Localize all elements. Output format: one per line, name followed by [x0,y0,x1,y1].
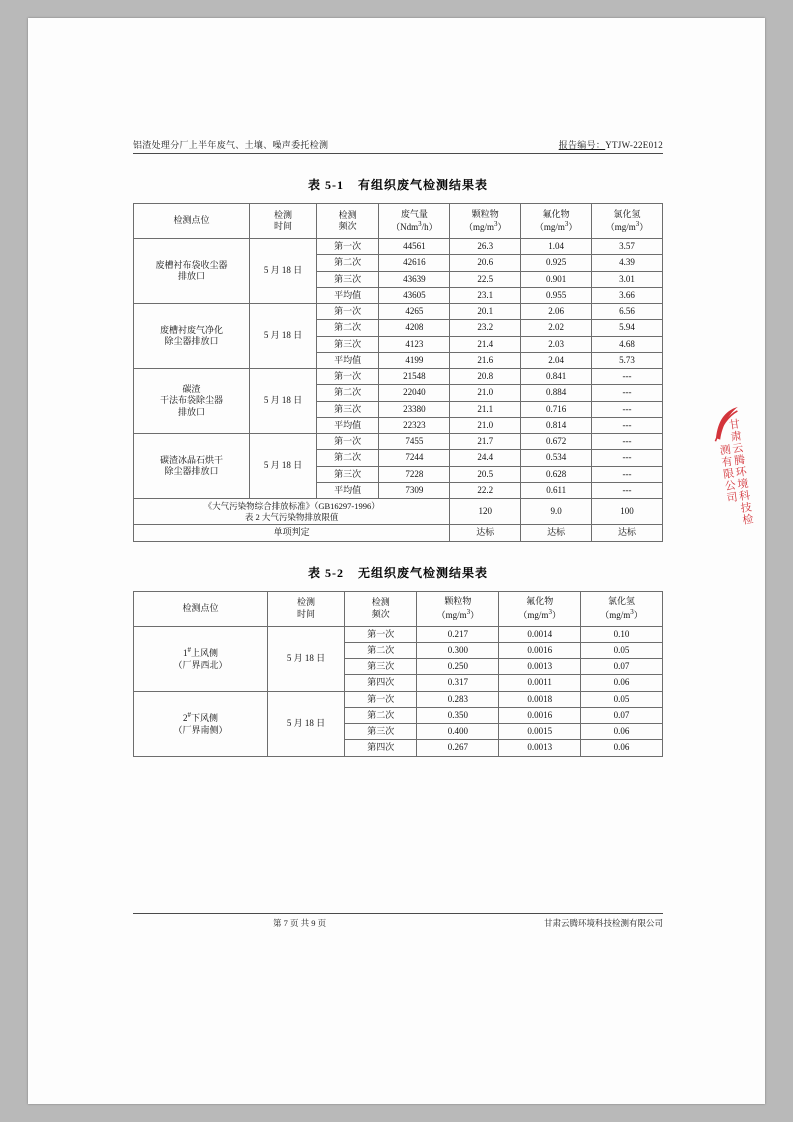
document-page [28,18,765,1104]
th2-particulate: 颗粒物 $(mg/m^3)$ [417,591,499,626]
f-cell: 0.672 [521,434,592,450]
pm-cell: 26.3 [450,239,521,255]
f-cell: 0.884 [521,385,592,401]
freq-cell: 第二次 [316,450,379,466]
point-cell-upwind: 1#上风侧 （厂界西北） [134,626,268,691]
pm-cell: 22.2 [450,482,521,498]
report-content [133,138,663,757]
company-name: 甘肃云腾环境科技检测有限公司 [543,918,663,928]
table-row [134,369,663,385]
pm-cell: 20.5 [450,466,521,482]
hcl-cell: 0.10 [581,626,663,642]
standard-limit-row [134,499,663,525]
gas-cell: 4208 [379,320,450,336]
table-row [134,691,663,707]
judgement-f: 达标 [521,525,592,541]
freq-cell: 第二次 [345,707,417,723]
hcl-cell: 4.68 [592,336,663,352]
table1-header-row [134,204,663,239]
hcl-cell: 0.05 [581,691,663,707]
standard-f: 9.0 [521,499,592,525]
gas-cell: 7455 [379,434,450,450]
f-cell: 0.0014 [499,626,581,642]
f-cell: 0.611 [521,482,592,498]
f-cell: 0.628 [521,466,592,482]
gas-cell: 7309 [379,482,450,498]
report-number-label: 报告编号： [558,140,606,150]
hcl-cell: --- [592,417,663,433]
hcl-cell: 0.07 [581,707,663,723]
freq-cell: 第三次 [316,336,379,352]
standard-pm: 120 [450,499,521,525]
document-footer [133,913,663,929]
hcl-cell: 0.06 [581,675,663,691]
standard-label: 《大气污染物综合排放标准》（GB16297-1996） 表 2 大气污染物排放限值 [134,499,450,525]
time-cell-2: 5 月 18 日 [250,304,317,369]
pm-cell: 23.2 [450,320,521,336]
gas-cell: 7228 [379,466,450,482]
freq-cell: 第二次 [345,642,417,658]
table1-caption-title: 有组织废气检测结果表 [357,178,488,192]
pm-cell: 22.5 [450,271,521,287]
th-time: 检测 时间 [250,204,317,239]
hcl-cell: --- [592,434,663,450]
hcl-cell: --- [592,482,663,498]
th2-fluoride: 氟化物 $(mg/m^3)$ [499,591,581,626]
gas-cell: 44561 [379,239,450,255]
pm-cell: 0.217 [417,626,499,642]
pm-cell: 0.350 [417,707,499,723]
freq-cell: 第三次 [316,401,379,417]
f-cell: 0.0013 [499,740,581,756]
pm-cell: 0.300 [417,642,499,658]
th-frequency: 检测 频次 [316,204,379,239]
gas-cell: 43639 [379,271,450,287]
pm-cell: 21.1 [450,401,521,417]
freq-cell: 第四次 [345,675,417,691]
f-cell: 0.716 [521,401,592,417]
f-cell: 2.06 [521,304,592,320]
hcl-cell: 3.66 [592,287,663,303]
pm-cell: 23.1 [450,287,521,303]
hcl-cell: --- [592,369,663,385]
th2-point: 检测点位 [134,591,268,626]
f-cell: 0.0016 [499,707,581,723]
freq-cell: 平均值 [316,287,379,303]
hcl-cell: 6.56 [592,304,663,320]
freq-cell: 平均值 [316,352,379,368]
header-report-number [559,138,663,151]
freq-cell: 平均值 [316,482,379,498]
table-row [134,239,663,255]
th2-hydrogen-chloride: 氯化氢 $(mg/m^3)$ [581,591,663,626]
freq-cell: 第三次 [316,466,379,482]
f-cell: 0.0013 [499,659,581,675]
hcl-cell: 3.57 [592,239,663,255]
pm-cell: 0.317 [417,675,499,691]
table-row [134,304,663,320]
f-cell: 0.901 [521,271,592,287]
time-cell-3: 5 月 18 日 [250,369,317,434]
hcl-cell: --- [592,401,663,417]
table-row [134,626,663,642]
gas-cell: 22323 [379,417,450,433]
f-cell: 0.534 [521,450,592,466]
th-particulate: 颗粒物 $(mg/m^3)$ [450,204,521,239]
organized-exhaust-table [133,203,663,542]
freq-cell: 第一次 [345,691,417,707]
seal-swoosh-icon [710,405,744,443]
f-cell: 2.04 [521,352,592,368]
point-cell-1: 废槽衬布袋收尘器 排放口 [134,239,250,304]
report-number-value: YTJW-22E012 [605,140,663,150]
pm-cell: 20.6 [450,255,521,271]
f-cell: 1.04 [521,239,592,255]
judgement-row [134,525,663,541]
table2-caption-number: 表 5-2 [307,565,344,580]
gas-cell: 43605 [379,287,450,303]
th-gas-volume: 废气量 （Ndm$^3$/h） [379,204,450,239]
gas-cell: 4265 [379,304,450,320]
th-fluoride: 氟化物 $(mg/m^3)$ [521,204,592,239]
freq-cell: 第三次 [316,271,379,287]
th2-frequency: 检测 频次 [345,591,417,626]
table1-caption-number: 表 5-1 [307,178,344,192]
point-cell-3: 碳渣 干法布袋除尘器 排放口 [134,369,250,434]
table2-caption-title: 无组织废气检测结果表 [357,565,488,580]
freq-cell: 第二次 [316,255,379,271]
pm-cell: 21.0 [450,385,521,401]
table-row [134,434,663,450]
table1-caption [133,176,663,193]
gas-cell: 23380 [379,401,450,417]
th-point: 检测点位 [134,204,250,239]
time-cell-4: 5 月 18 日 [250,434,317,499]
pm-cell: 0.400 [417,724,499,740]
hcl-cell: --- [592,385,663,401]
f-cell: 2.02 [521,320,592,336]
pm-cell: 24.4 [450,450,521,466]
judgement-label: 单项判定 [134,525,450,541]
gas-cell: 21548 [379,369,450,385]
freq-cell: 第一次 [345,626,417,642]
standard-hcl: 100 [592,499,663,525]
unorganized-exhaust-table [133,591,663,757]
f-cell: 0.0016 [499,642,581,658]
gas-cell: 7244 [379,450,450,466]
pm-cell: 21.4 [450,336,521,352]
th2-time: 检测 时间 [268,591,345,626]
freq-cell: 第一次 [316,369,379,385]
freq-cell: 第一次 [316,304,379,320]
f-cell: 2.03 [521,336,592,352]
hcl-cell: --- [592,450,663,466]
pm-cell: 20.8 [450,369,521,385]
page-number: 第 7 页 共 9 页 [273,918,327,928]
point-cell-2: 废槽衬废气净化 除尘器排放口 [134,304,250,369]
th-hydrogen-chloride: 氯化氢 $(mg/m^3)$ [592,204,663,239]
time-cell-downwind: 5 月 18 日 [268,691,345,756]
freq-cell: 第二次 [316,320,379,336]
f-cell: 0.0018 [499,691,581,707]
judgement-pm: 达标 [450,525,521,541]
freq-cell: 第三次 [345,724,417,740]
f-cell: 0.814 [521,417,592,433]
hcl-cell: 0.06 [581,740,663,756]
time-cell-1: 5 月 18 日 [250,239,317,304]
f-cell: 0.925 [521,255,592,271]
pm-cell: 0.250 [417,659,499,675]
hcl-cell: 5.94 [592,320,663,336]
document-header [133,138,663,154]
table2-header-row [134,591,663,626]
freq-cell: 第二次 [316,385,379,401]
pm-cell: 0.283 [417,691,499,707]
table2-caption [133,564,663,581]
header-title: 铝渣处理分厂上半年废气、土壤、噪声委托检测 [133,140,329,150]
point-cell-4: 碳渣冰晶石烘干 除尘器排放口 [134,434,250,499]
hcl-cell: --- [592,466,663,482]
gas-cell: 22040 [379,385,450,401]
hcl-cell: 0.07 [581,659,663,675]
gas-cell: 4123 [379,336,450,352]
pm-cell: 21.7 [450,434,521,450]
gas-cell: 42616 [379,255,450,271]
pm-cell: 0.267 [417,740,499,756]
f-cell: 0.841 [521,369,592,385]
freq-cell: 第一次 [316,239,379,255]
f-cell: 0.0011 [499,675,581,691]
company-seal [713,417,754,530]
hcl-cell: 3.01 [592,271,663,287]
pm-cell: 21.0 [450,417,521,433]
freq-cell: 第一次 [316,434,379,450]
f-cell: 0.0015 [499,724,581,740]
freq-cell: 第三次 [345,659,417,675]
hcl-cell: 0.05 [581,642,663,658]
seal-text: 甘肃云腾环境科技检测有限公司 [717,417,754,527]
hcl-cell: 4.39 [592,255,663,271]
point-cell-downwind: 2#下风侧 （厂界南侧） [134,691,268,756]
freq-cell: 第四次 [345,740,417,756]
gas-cell: 4199 [379,352,450,368]
hcl-cell: 5.73 [592,352,663,368]
f-cell: 0.955 [521,287,592,303]
hcl-cell: 0.06 [581,724,663,740]
pm-cell: 20.1 [450,304,521,320]
pm-cell: 21.6 [450,352,521,368]
judgement-hcl: 达标 [592,525,663,541]
freq-cell: 平均值 [316,417,379,433]
time-cell-upwind: 5 月 18 日 [268,626,345,691]
